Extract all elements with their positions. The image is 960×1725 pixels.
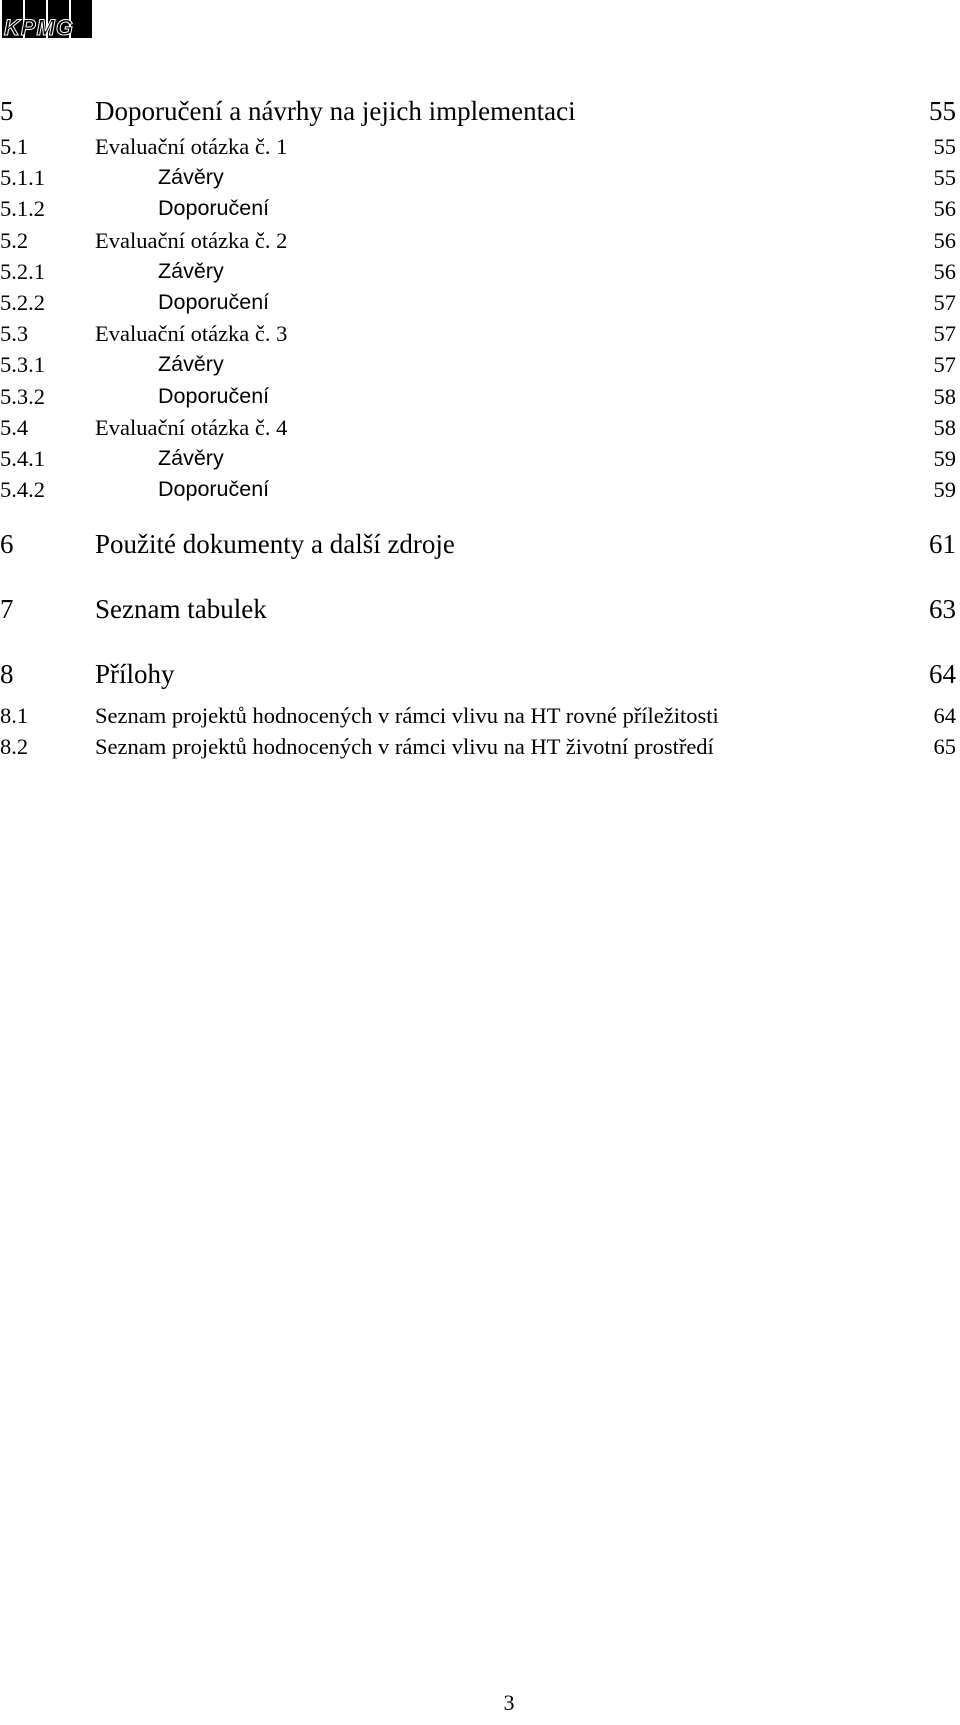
toc-entry[interactable]	[0, 382, 960, 413]
toc-entry[interactable]	[0, 194, 960, 225]
toc-entry-number: 5.1.1	[0, 165, 45, 191]
toc-entry-title: Seznam projektů hodnocených v rámci vlivu na HT rovné příležitosti	[95, 703, 719, 729]
toc-entry-number: 5.4	[0, 414, 29, 440]
logo-text: KPMG	[4, 15, 74, 40]
toc-entry-title: Závěry	[158, 445, 224, 470]
toc-entry-number: 5.1	[0, 134, 29, 159]
toc-entry-title: Použité dokumenty a další zdroje	[95, 529, 455, 560]
toc-entry-page: 64	[933, 703, 956, 729]
toc-entry-title: Doporučení a návrhy na jejich implementaci	[95, 96, 576, 126]
toc-entry-page: 56	[933, 196, 956, 222]
toc-entry-page: 64	[929, 659, 956, 690]
toc-entry-page: 55	[933, 165, 956, 191]
toc-entry-number: 5.3.2	[0, 383, 45, 409]
page-number: 3	[503, 1690, 515, 1715]
toc-entry-page: 58	[933, 383, 956, 409]
toc-entry-page: 56	[933, 227, 956, 253]
toc-entry-number: 8	[0, 659, 14, 690]
toc-entry[interactable]	[0, 571, 960, 636]
toc-entry[interactable]	[0, 132, 960, 163]
toc-entry-number: 8.1	[0, 703, 29, 729]
toc-entry-number: 5.1.2	[0, 196, 45, 222]
toc-entry-number: 7	[0, 594, 14, 625]
toc-entry-number: 5.2.2	[0, 289, 45, 315]
toc-entry-page: 55	[933, 134, 956, 159]
toc-entry-title: Přílohy	[95, 659, 175, 690]
toc-entry-number: 5.2.1	[0, 258, 45, 284]
toc-entry[interactable]	[0, 350, 960, 381]
toc-entry-number: 8.2	[0, 734, 29, 760]
toc-entry-page: 65	[933, 734, 956, 760]
toc-entry-title: Seznam projektů hodnocených v rámci vlivu na HT životní prostředí	[95, 734, 714, 760]
toc-entry-title: Evaluační otázka č. 4	[95, 414, 288, 440]
kpmg-logo	[2, 0, 94, 38]
toc-entry-title: Evaluační otázka č. 2	[95, 227, 288, 253]
toc-entry[interactable]	[0, 319, 960, 350]
toc-entry[interactable]	[0, 163, 960, 194]
toc-entry-title: Evaluační otázka č. 1	[95, 134, 288, 159]
toc-entry-page: 59	[933, 477, 956, 503]
toc-entry[interactable]	[0, 96, 960, 132]
toc-entry-title: Doporučení	[158, 196, 270, 221]
toc-entry[interactable]	[0, 444, 960, 475]
toc-entry-title: Doporučení	[158, 383, 270, 408]
toc-entry-page: 57	[933, 289, 956, 315]
toc-entry-page: 57	[933, 321, 956, 347]
toc-entry-number: 5	[0, 96, 14, 126]
toc-entry-page: 55	[929, 96, 956, 126]
toc-entry[interactable]	[0, 636, 960, 701]
toc-entry-page: 63	[929, 594, 956, 625]
toc-entry-page: 59	[933, 445, 956, 471]
toc-entry-number: 6	[0, 529, 14, 560]
toc-entry[interactable]	[0, 413, 960, 444]
logo-block	[71, 0, 92, 38]
toc-entry-title: Závěry	[158, 165, 224, 190]
toc-entry-number: 5.4.1	[0, 445, 45, 471]
toc-entry-number: 5.3.1	[0, 352, 45, 378]
toc-entry[interactable]	[0, 732, 960, 763]
toc-entry[interactable]	[0, 506, 960, 571]
toc-entry-number: 5.4.2	[0, 477, 45, 503]
toc-entry-title: Závěry	[158, 352, 224, 377]
toc-entry-title: Závěry	[158, 258, 224, 283]
toc-entry-number: 5.2	[0, 227, 29, 253]
toc-entry-page: 57	[933, 352, 956, 378]
toc-entry-title: Doporučení	[158, 289, 270, 314]
toc-entry[interactable]	[0, 701, 960, 732]
toc-entry-page: 61	[929, 529, 956, 560]
toc-entry[interactable]	[0, 475, 960, 506]
toc-entry-title: Evaluační otázka č. 3	[95, 321, 288, 347]
toc-entry-title: Doporučení	[158, 477, 270, 502]
toc-entry-page: 56	[933, 258, 956, 284]
toc-entry[interactable]	[0, 257, 960, 288]
toc-entry-title: Seznam tabulek	[95, 594, 267, 625]
table-of-contents	[0, 96, 960, 764]
toc-entry-number: 5.3	[0, 321, 29, 347]
toc-entry[interactable]	[0, 288, 960, 319]
toc-entry-page: 58	[933, 414, 956, 440]
toc-entry[interactable]	[0, 226, 960, 257]
